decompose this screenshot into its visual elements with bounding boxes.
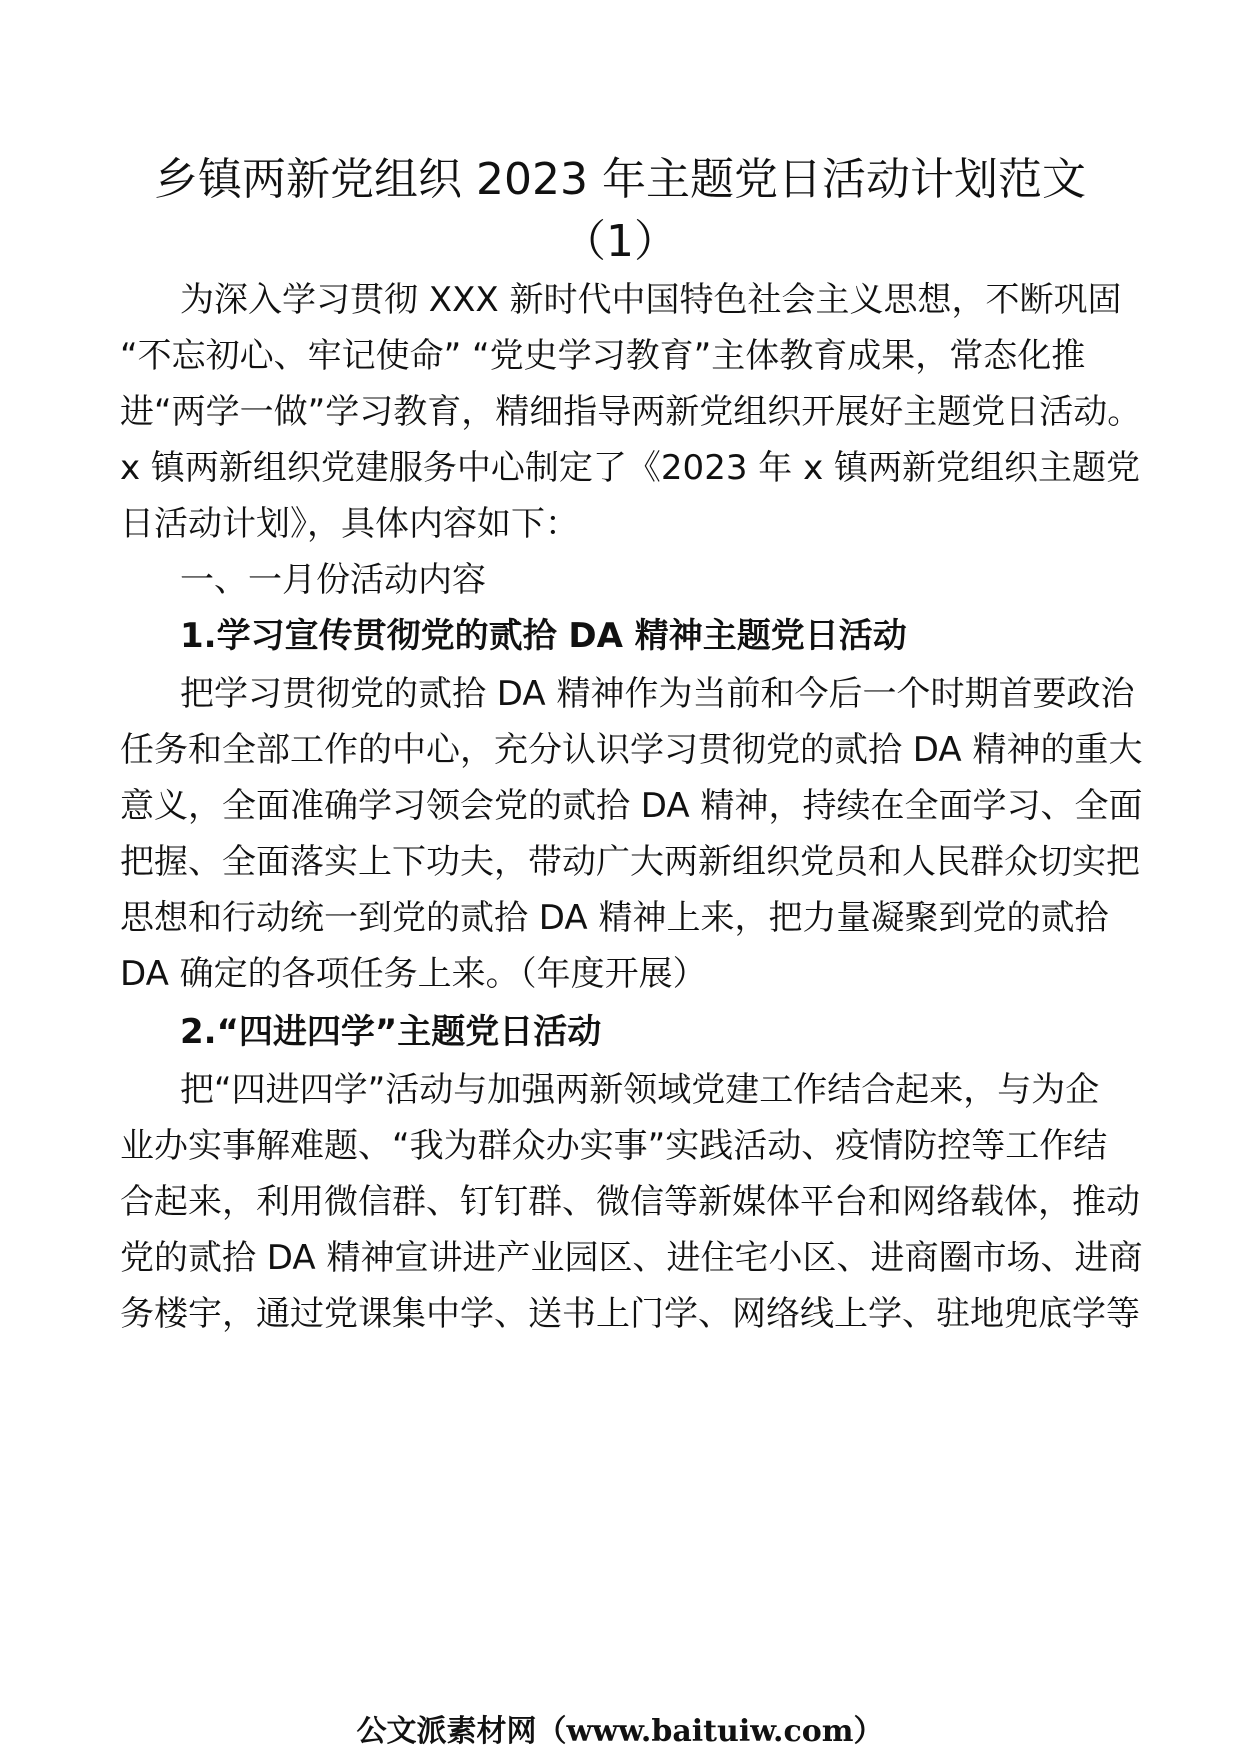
item-body-line: 合起来，利用微信群、钉钉群、微信等新媒体平台和网络载体，推动 xyxy=(120,1182,1140,1222)
item-body-line: 把握、全面落实上下功夫，带动广大两新组织党员和人民群众切实把 xyxy=(120,842,1140,882)
item-heading: 1.学习宣传贯彻党的贰拾 DA 精神主题党日活动 xyxy=(180,616,907,656)
item-body-line: 党的贰拾 DA 精神宣讲进产业园区、进住宅小区、进商圈市场、进商 xyxy=(120,1238,1143,1278)
item-heading: 2.“四进四学”主题党日活动 xyxy=(180,1012,602,1052)
intro-line: 为深入学习贯彻 XXX 新时代中国特色社会主义思想，不断巩固 xyxy=(180,280,1122,320)
intro-line: 进“两学一做”学习教育，精细指导两新党组织开展好主题党日活动。 xyxy=(120,392,1142,432)
item-body-line: 意义，全面准确学习领会党的贰拾 DA 精神，持续在全面学习、全面 xyxy=(120,786,1143,826)
document-title-number: （1） xyxy=(562,216,678,267)
item-body-line: 务楼宇，通过党课集中学、送书上门学、网络线上学、驻地兜底学等 xyxy=(120,1294,1140,1334)
item-body-line: 任务和全部工作的中心，充分认识学习贯彻党的贰拾 DA 精神的重大 xyxy=(120,730,1143,770)
item-body-line: 业办实事解难题、“我为群众办实事”实践活动、疫情防控等工作结 xyxy=(120,1126,1108,1166)
document-title: 乡镇两新党组织 2023 年主题党日活动计划范文 xyxy=(154,154,1086,205)
intro-line: x 镇两新组织党建服务中心制定了《2023 年 x 镇两新党组织主题党 xyxy=(120,448,1140,488)
section-heading: 一、一月份活动内容 xyxy=(180,560,486,600)
item-body-line: 思想和行动统一到党的贰拾 DA 精神上来，把力量凝聚到党的贰拾 xyxy=(120,898,1109,938)
footer-watermark: 公文派素材网（www.baituiw.com） xyxy=(356,1714,884,1749)
intro-line: 日活动计划》，具体内容如下： xyxy=(120,504,579,544)
intro-line: “不忘初心、牢记使命” “党史学习教育”主体教育成果，常态化推 xyxy=(120,336,1086,376)
item-body-line: DA 确定的各项任务上来。（年度开展） xyxy=(120,954,707,994)
item-body-line: 把“四进四学”活动与加强两新领域党建工作结合起来，与为企 xyxy=(180,1070,1100,1110)
item-body-line: 把学习贯彻党的贰拾 DA 精神作为当前和今后一个时期首要政治 xyxy=(180,674,1135,714)
